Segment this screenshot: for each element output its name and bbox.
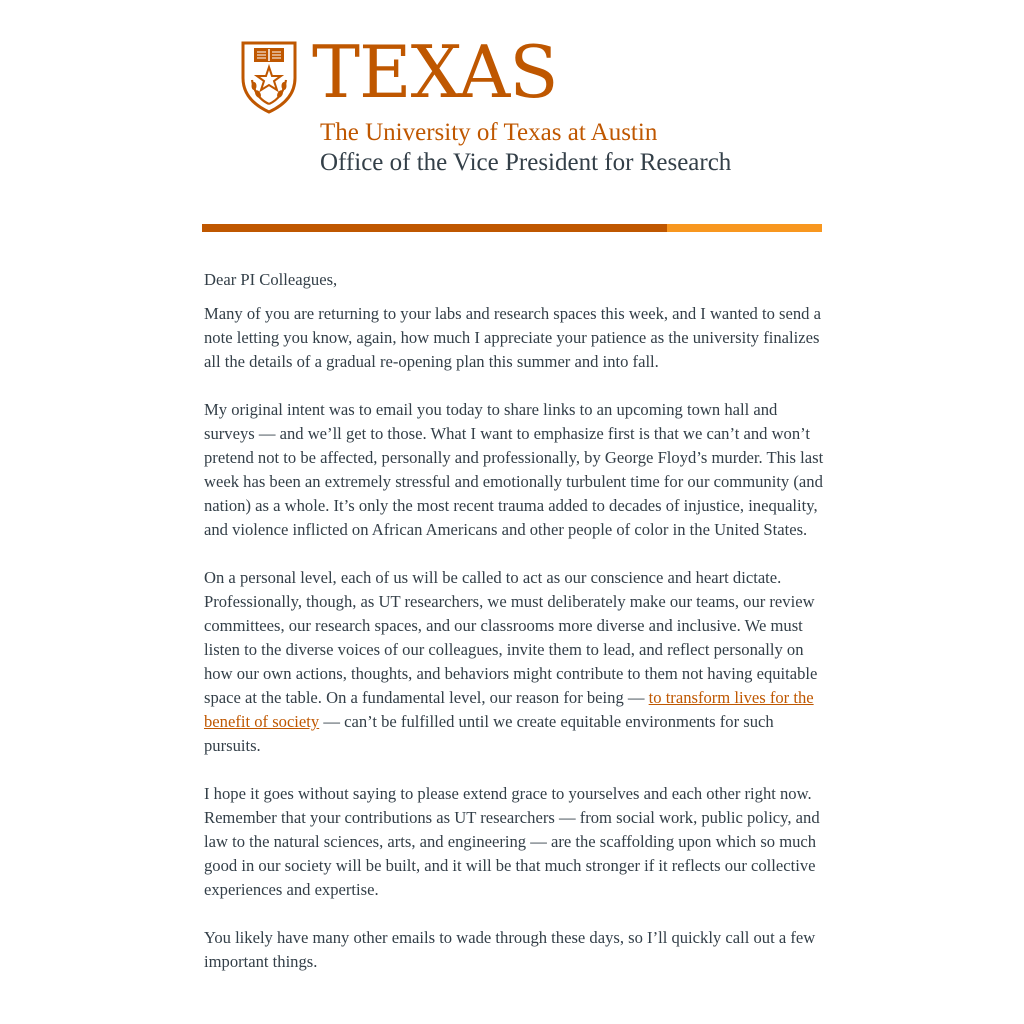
paragraph-5: You likely have many other emails to wade through these days, so I’ll quickly call out a few important things. [204,928,816,971]
paragraph-3-after: — can’t be fulfilled until we create equitable environments for such pursuits. [204,712,774,755]
ut-seal-icon [240,40,298,114]
texas-wordmark: TEXAS [312,30,558,114]
letter-body [204,268,824,998]
paragraph-3 [204,566,824,758]
header-divider [202,224,822,232]
university-name: The University of Texas at Austin [320,119,658,146]
mission-link[interactable]: to transform lives for the benefit of society [204,688,814,731]
paragraph-1: Many of you are returning to your labs and research spaces this week, and I wanted to send a note letting you know, again, how much I appreciate your patience as the university finalizes all the details of a gradual re-opening plan this summer and into fall. [204,304,821,371]
letterhead [240,30,840,188]
divider-light-segment [667,224,822,232]
paragraph-2: My original intent was to email you today to share links to an upcoming town hall and surveys — and we’ll get to those. What I want to emphasize first is that we can’t and won’t pretend not to be affected, personally and professionally, by George Floyd’s murder. This last week has been an extremely stressful and emotionally turbulent time for our community (and nation) as a whole. It’s only the most recent trauma added to decades of injustice, inequality, and violence inflicted on African Americans and other people of color in the United States. [204,400,824,539]
paragraph-3-before: On a personal level, each of us will be called to act as our conscience and heart dictate. Professionally, though, as UT researchers, we must deliberately make our teams, our review committees, our research spaces, and our classrooms more diverse and inclusive. We must listen to the diverse voices of our colleagues, invite them to lead, and reflect personally on how our own actions, thoughts, and behaviors might contribute to them not having equitable space at the table. On a fundamental level, our reason for being — [204,568,818,707]
paragraph-4: I hope it goes without saying to please extend grace to yourselves and each other right now. Remember that your contributions as UT researchers — from social work, public policy, and law to the natural sciences, arts, and engineering — are the scaffolding upon which so much good in our society will be built, and it will be that much stronger if it reflects our collective experiences and expertise. [204,784,820,899]
greeting: Dear PI Colleagues, [204,270,338,289]
divider-dark-segment [202,224,667,232]
office-name: Office of the Vice President for Research [320,149,732,176]
